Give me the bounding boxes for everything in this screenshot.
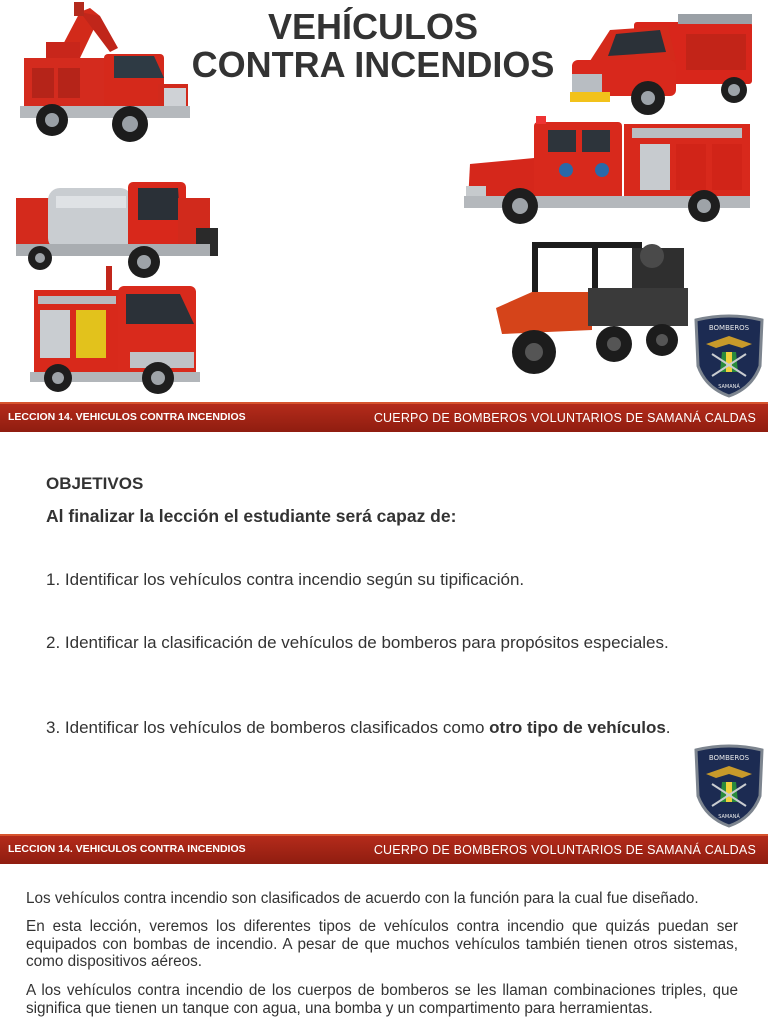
svg-text:BOMBEROS: BOMBEROS [708,754,750,762]
svg-text:SAMANÁ: SAMANÁ [718,814,740,820]
pickup-truck-image [568,12,758,120]
title-line-1: VEHÍCULOS [267,6,479,47]
pumper-truck-image [464,114,754,228]
objective-item-3 [46,717,686,738]
footer-organization: CUERPO DE BOMBEROS VOLUNTARIOS DE SAMANÁ CALDAS [373,411,756,425]
footer-lesson-label: LECCION 14. VEHICULOS CONTRA INCENDIOS [8,411,246,423]
footer-organization: CUERPO DE BOMBEROS VOLUNTARIOS DE SAMANÁ CALDAS [373,843,756,857]
slide-intro [0,864,768,1024]
objectives-heading: OBJETIVOS [46,474,144,493]
slide-footer [0,402,768,432]
objectives-subheading: Al finalizar la lección el estudiante será capaz de: [46,506,457,526]
title-line-2: CONTRA INCENDIOS [191,44,555,85]
bomberos-badge-logo [692,744,766,828]
objective-item-3-emphasis: otro tipo de vehículos [489,718,666,737]
footer-lesson-label: LECCION 14. VEHICULOS CONTRA INCENDIOS [8,843,246,855]
light-fire-truck-image [30,266,206,398]
svg-text:BOMBEROS: BOMBEROS [708,324,750,332]
page-title [150,8,596,84]
objective-item-1: 1. Identificar los vehículos contra incendio según su tipificación. [46,570,525,589]
intro-paragraph-1: Los vehículos contra incendio son clasificados de acuerdo con la función para la cual fue diseñado. [26,890,699,907]
slide-title [0,0,768,432]
crane-truck-image [18,2,193,152]
bomberos-badge-logo [692,314,766,398]
slide-objectives [0,432,768,864]
objective-item-2: 2. Identificar la clasificación de vehículos de bomberos para propósitos especiales. [46,633,669,652]
slide-footer [0,834,768,864]
utv-vehicle-image [492,234,692,382]
intro-paragraph-2: En esta lección, veremos los diferentes tipos de vehículos contra incendio que quizás puedan ser equipados con bombas de incendio. A pesar de que muchos vehículos también tienen otros sistemas, como dispositivos aéreos. [26,918,738,970]
intro-paragraph-3: A los vehículos contra incendio de los cuerpos de bomberos se les llaman combinaciones triples, que significa que tienen un tanque con agua, una bomba y un compartimento para herramientas. [26,982,738,1017]
svg-text:SAMANÁ: SAMANÁ [718,384,740,390]
objective-item-3-prefix: 3. Identificar los vehículos de bomberos clasificados como [46,718,490,737]
objective-item-3-suffix: . [665,718,671,737]
